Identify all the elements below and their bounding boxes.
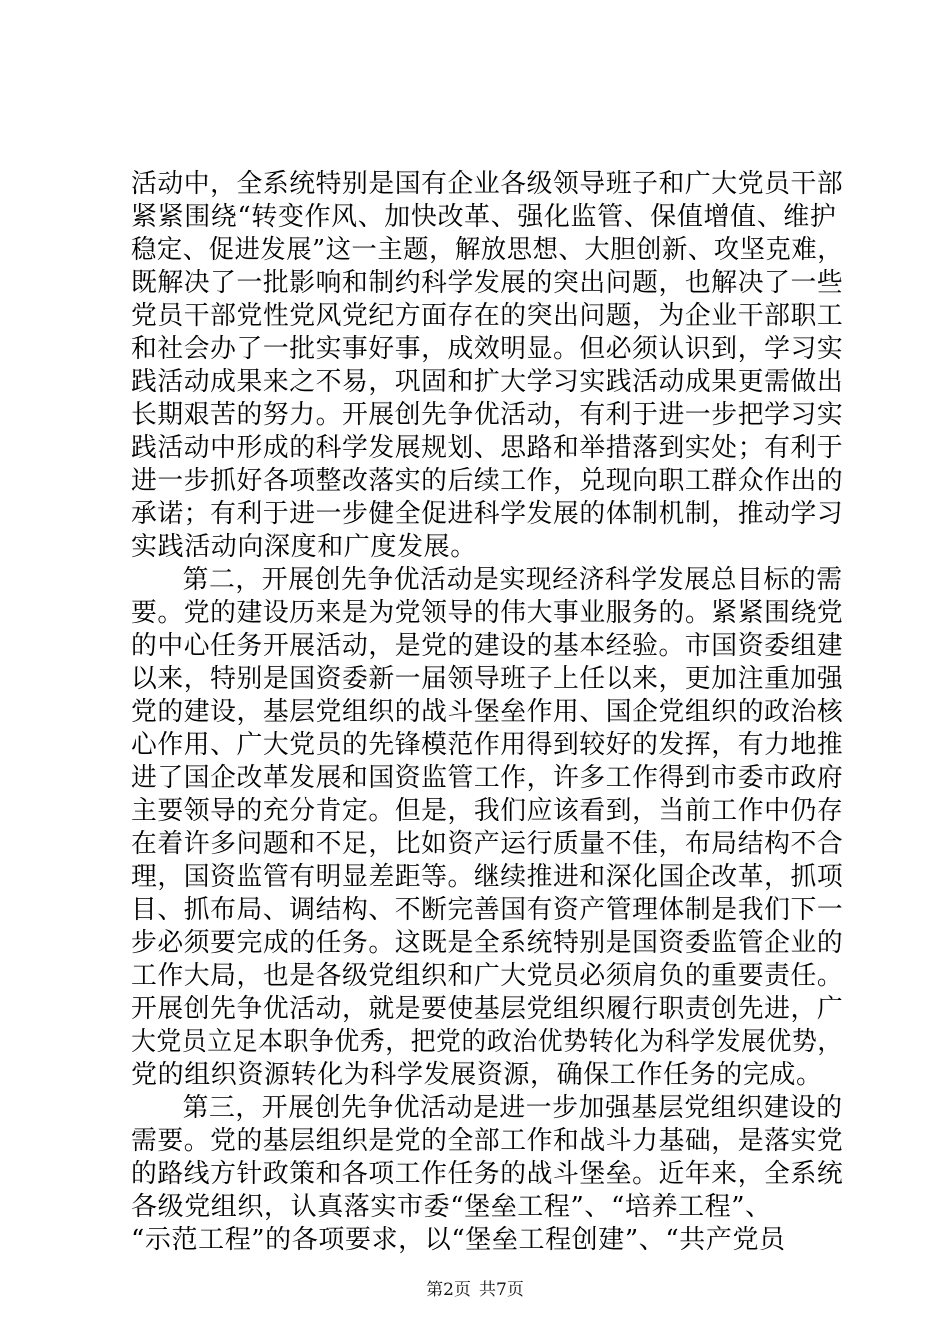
text-line: 践活动中形成的科学发展规划、思路和举措落到实处；有利于 [131, 433, 844, 463]
text-line: 第三，开展创先争优活动是进一步加强基层党组织建设的 [182, 1093, 843, 1123]
text-line: 步必须要完成的任务。这既是全系统特别是国资委监管企业的 [131, 928, 844, 958]
text-line: 承诺；有利于进一步健全促进科学发展的体制机制，推动学习 [131, 499, 844, 529]
text-line: 长期艰苦的努力。开展创先争优活动，有利于进一步把学习实 [131, 400, 844, 430]
text-line: 心作用、广大党员的先锋模范作用得到较好的发挥，有力地推 [131, 730, 844, 760]
page-number-current: 第2页 [426, 1280, 471, 1300]
text-line: 在着许多问题和不足，比如资产运行质量不佳，布局结构不合 [131, 829, 844, 859]
text-line: 党的建设，基层党组织的战斗堡垒作用、国企党组织的政治核 [131, 697, 844, 727]
page-number-total: 共7页 [479, 1280, 524, 1300]
text-line: 党员干部党性党风党纪方面存在的突出问题，为企业干部职工 [131, 301, 844, 331]
text-line: 理，国资监管有明显差距等。继续推进和深化国企改革，抓项 [131, 862, 844, 892]
text-line: 践活动成果来之不易，巩固和扩大学习实践活动成果更需做出 [131, 367, 844, 397]
text-line: 的中心任务开展活动，是党的建设的基本经验。市国资委组建 [131, 631, 844, 661]
text-line: 和社会办了一批实事好事，成效明显。但必须认识到，学习实 [131, 334, 844, 364]
text-line: 以来，特别是国资委新一届领导班子上任以来，更加注重加强 [131, 664, 844, 694]
text-line: 既解决了一批影响和制约科学发展的突出问题，也解决了一些 [131, 268, 844, 298]
text-line: 开展创先争优活动，就是要使基层党组织履行职责创先进，广 [131, 994, 844, 1024]
text-line: 工作大局，也是各级党组织和广大党员必须肩负的重要责任。 [131, 961, 844, 991]
text-line: 进一步抓好各项整改落实的后续工作，兑现向职工群众作出的 [131, 466, 844, 496]
text-line: 需要。党的基层组织是党的全部工作和战斗力基础，是落实党 [131, 1126, 844, 1156]
text-line: 进了国企改革发展和国资监管工作，许多工作得到市委市政府 [131, 763, 844, 793]
text-line: 党的组织资源转化为科学发展资源，确保工作任务的完成。 [131, 1060, 823, 1090]
page-footer [0, 1275, 950, 1300]
text-line: 稳定、促进发展”这一主题，解放思想、大胆创新、攻坚克难， [131, 235, 844, 265]
text-line: “示范工程”的各项要求，以“堡垒工程创建”、“共产党员 [131, 1225, 786, 1255]
text-line: 实践活动向深度和广度发展。 [131, 532, 477, 562]
text-line: 要。党的建设历来是为党领导的伟大事业服务的。紧紧围绕党 [131, 598, 844, 628]
text-line: 目、抓布局、调结构、不断完善国有资产管理体制是我们下一 [131, 895, 844, 925]
text-line: 第二，开展创先争优活动是实现经济科学发展总目标的需 [182, 565, 843, 595]
body-text [131, 168, 843, 1257]
text-line: 各级党组织，认真落实市委“堡垒工程”、“培养工程”、 [131, 1192, 772, 1222]
text-line: 的路线方针政策和各项工作任务的战斗堡垒。近年来，全系统 [131, 1159, 844, 1189]
text-line: 大党员立足本职争优秀，把党的政治优势转化为科学发展优势， [131, 1027, 843, 1057]
text-line: 活动中，全系统特别是国有企业各级领导班子和广大党员干部 [131, 169, 844, 199]
text-line: 主要领导的充分肯定。但是，我们应该看到，当前工作中仍存 [131, 796, 844, 826]
text-line: 紧紧围绕“转变作风、加快改革、强化监管、保值增值、维护 [131, 202, 837, 232]
